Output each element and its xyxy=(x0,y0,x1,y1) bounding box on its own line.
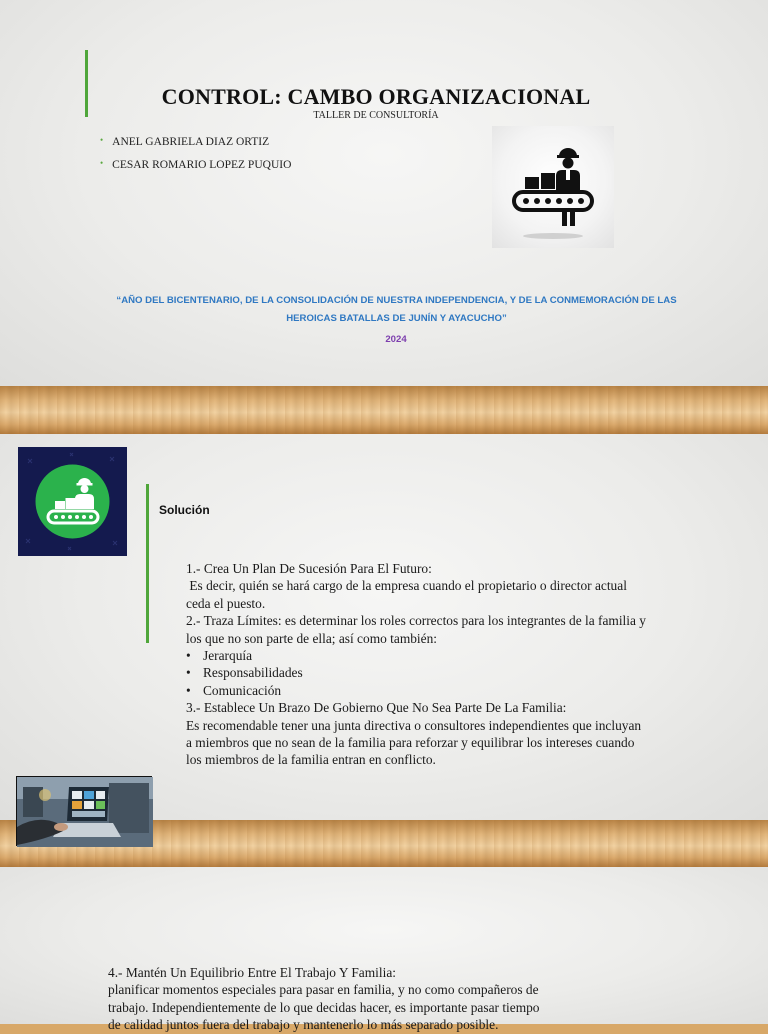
laptop-factory-photo xyxy=(16,776,152,846)
balance-body xyxy=(108,964,748,1034)
author-item xyxy=(100,155,291,178)
slide-subtitle: TALLER DE CONSULTORÍA xyxy=(313,110,439,121)
slide-title xyxy=(0,0,768,386)
list-item: • Comunicación xyxy=(186,682,282,698)
slide-title-heading: CONTROL: CAMBO ORGANIZACIONAL xyxy=(161,84,591,109)
year-label: 2024 xyxy=(385,334,407,345)
text-line: trabajo. Independientemente de lo que decidas hacer, es importante pasar tiempo xyxy=(108,999,540,1015)
accent-bar xyxy=(85,50,88,117)
solution-body xyxy=(186,560,746,769)
author-name: ANEL GABRIELA DIAZ ORTIZ xyxy=(112,136,270,148)
slide-balance xyxy=(0,867,768,1033)
author-list xyxy=(100,132,291,178)
list-item: • Responsabilidades xyxy=(186,665,303,681)
list-item-text: Comunicación xyxy=(203,682,282,698)
list-item-text: Responsabilidades xyxy=(203,665,303,681)
quote-line: “AÑO DEL BICENTENARIO, DE LA CONSOLIDACIÓN DE NUESTRA INDEPENDENCIA, Y DE LA CONMEMORACIÓN DE LAS xyxy=(116,295,677,306)
text-line: 2.- Traza Límites: es determinar los roles correctos para los integrantes de la familia y xyxy=(186,613,646,629)
quote-line: HEROICAS BATALLAS DE JUNÍN Y AYACUCHO” xyxy=(286,313,507,324)
text-line: 1.- Crea Un Plan De Sucesión Para El Futuro: xyxy=(186,561,432,576)
bullet-dot: • xyxy=(100,158,104,168)
solution-label: Solución xyxy=(159,503,210,517)
list-item-text: Jerarquía xyxy=(203,648,253,664)
text-line: Es recomendable tener una junta directiva o consultores independientes que incluyan xyxy=(186,717,642,733)
author-item xyxy=(100,132,291,155)
factory-worker-conveyor-icon xyxy=(492,126,614,248)
commemorative-quote xyxy=(104,292,689,328)
text-line: los miembros de la familia entran en conflicto. xyxy=(186,752,436,768)
text-line: planificar momentos especiales para pasar en familia, y no como compañeros de xyxy=(108,982,539,998)
text-line: 4.- Mantén Un Equilibrio Entre El Trabajo Y Familia: xyxy=(108,965,396,980)
list-item: • Jerarquía xyxy=(186,648,253,664)
slide-solution xyxy=(0,434,768,820)
author-name: CESAR ROMARIO LOPEZ PUQUIO xyxy=(112,159,292,171)
text-line: ceda el puesto. xyxy=(186,595,266,611)
bullet-dot: • xyxy=(100,135,104,145)
text-line: de calidad juntos fuera del trabajo y mantenerlo lo más separado posible. xyxy=(108,1017,499,1033)
text-line: Es decir, quién se hará cargo de la empresa cuando el propietario o director actual xyxy=(186,578,627,594)
text-line: a miembros que no sean de la familia para reforzar y equilibrar los intereses cuando xyxy=(186,735,635,751)
wood-divider xyxy=(0,386,768,434)
text-line: 3.- Establece Un Brazo De Gobierno Que No Sea Parte De La Familia: xyxy=(186,700,567,716)
factory-worker-conveyor-icon xyxy=(18,447,127,556)
text-line: los que no son parte de ella; así como también: xyxy=(186,630,438,646)
accent-bar xyxy=(146,484,149,643)
